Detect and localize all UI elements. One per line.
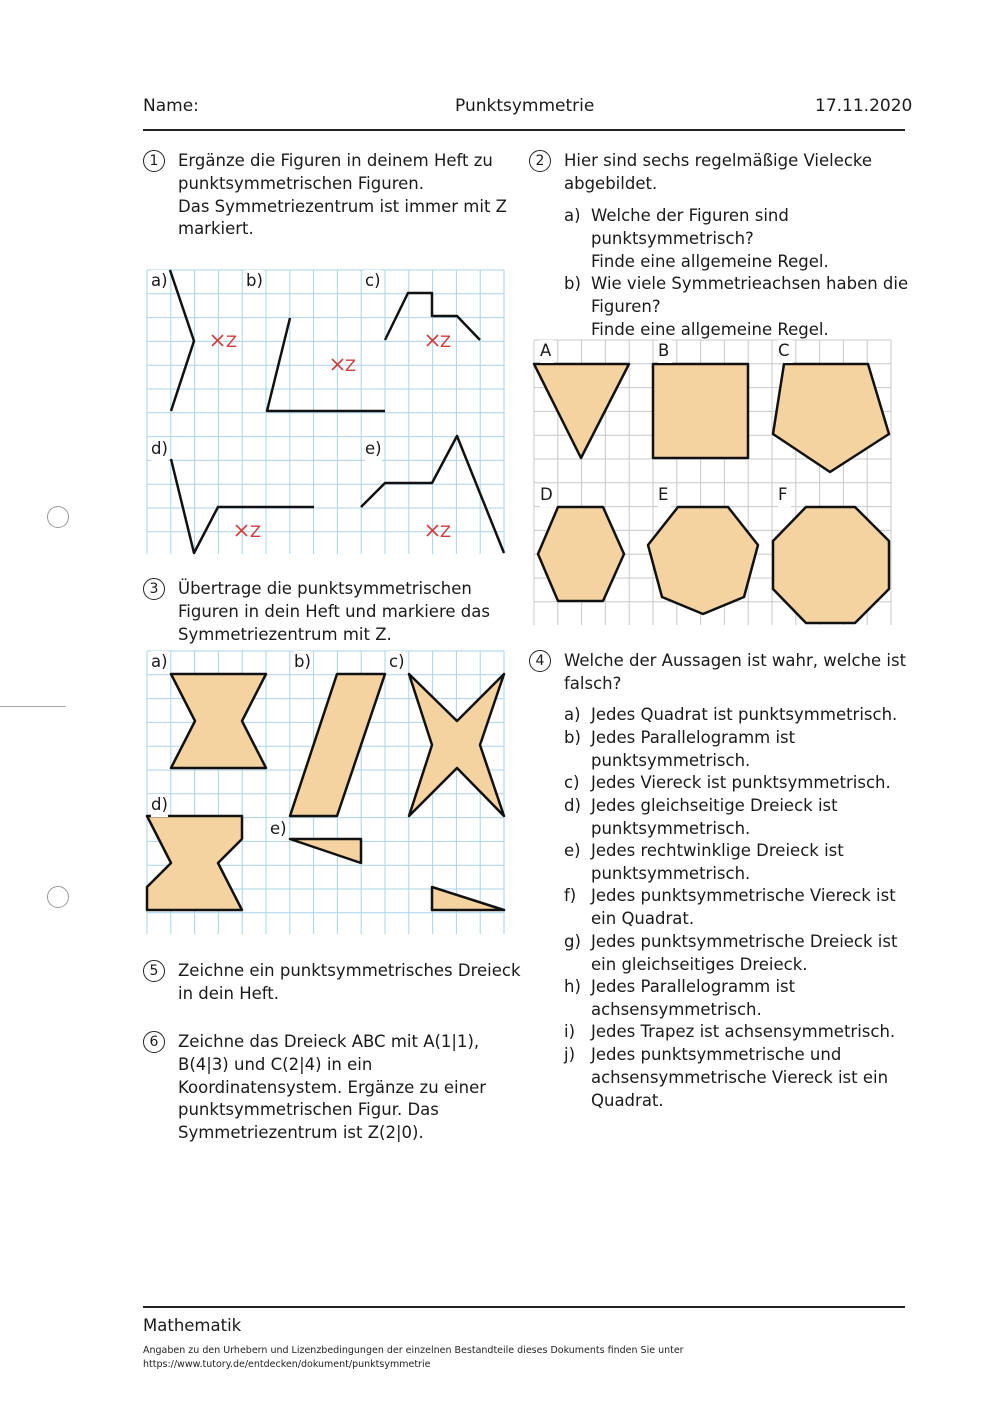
task-5-text: Zeichne ein punktsymmetrisches Dreieck in dein Heft. (178, 961, 521, 1003)
z-label: Z (226, 332, 237, 351)
footer-rule (143, 1306, 905, 1308)
figure-label-1d: d) (151, 438, 168, 461)
statement-label: b) (564, 728, 581, 747)
figure-3a (171, 674, 266, 768)
task-number-1: 1 (143, 150, 165, 172)
task-4-text: Welche der Aussagen ist wahr, welche ist falsch? (564, 651, 907, 693)
statement-text: Jedes Quadrat ist punktsymmetrisch. (591, 705, 898, 724)
page-title: Punktsymmetrie (455, 96, 595, 116)
name-label: Name: (143, 96, 199, 116)
statement-label: g) (564, 932, 581, 951)
figure-label-3a: a) (151, 651, 168, 674)
figure-label-1a: a) (151, 270, 168, 293)
statement-text: Jedes gleichseitige Dreieck ist punktsymmetrisch. (591, 796, 838, 838)
figure-3e-left (290, 839, 361, 863)
task-2a-text: Welche der Figuren sind punktsymmetrisch? Finde eine allgemeine Regel. (591, 206, 829, 271)
task-2b-text: Wie viele Symmetrieachsen haben die Figuren? Finde eine allgemeine Regel. (591, 274, 909, 339)
task-number-6: 6 (143, 1031, 165, 1053)
footer-license-text: Angaben zu den Urhebern und Lizenzbedingungen der einzelnen Bestandteile dieses Dokuments finden Sie unter (143, 1345, 684, 1356)
polygon-label-d: D (540, 484, 556, 507)
task-1-text: Ergänze die Figuren in deinem Heft zu punktsymmetrischen Figuren. Das Symmetriezentrum ist immer mit Z markiert. (178, 151, 507, 239)
statement-label: i) (564, 1022, 576, 1041)
footer-subject: Mathematik (143, 1316, 242, 1335)
task-2a-label: a) (564, 206, 581, 225)
task-number-2: 2 (529, 150, 551, 172)
figure-label-1b: b) (246, 270, 263, 293)
task-2-text: Hier sind sechs regelmäßige Vielecke abgebildet. (564, 151, 873, 193)
figure-label-3e: e) (270, 818, 287, 841)
task-number-3: 3 (143, 578, 165, 600)
statement-text: Jedes punktsymmetrische Viereck ist ein Quadrat. (591, 886, 896, 928)
statement-label: j) (564, 1045, 576, 1064)
statement-text: Jedes rechtwinklige Dreieck ist punktsymmetrisch. (591, 841, 844, 883)
statement-text: Jedes Trapez ist achsensymmetrisch. (591, 1022, 896, 1041)
statement-label: f) (564, 886, 577, 905)
figure-label-3c: c) (389, 651, 405, 674)
polygon-label-b: B (658, 340, 672, 363)
polygon-label-e: E (658, 484, 671, 507)
footer-license-url[interactable]: https://www.tutory.de/entdecken/dokument/punktsymmetrie (143, 1359, 431, 1370)
statement-text: Jedes punktsymmetrische Dreieck ist ein gleichseitiges Dreieck. (591, 932, 898, 974)
task-number-4: 4 (529, 650, 551, 672)
task-6-text: Zeichne das Dreieck ABC mit A(1|1), B(4|3) und C(2|4) in ein Koordinatensystem. Ergänze zu einer punktsymmetrischen Figur. Das Symmetriezentrum ist Z(2|0). (178, 1032, 487, 1143)
statement-label: e) (564, 841, 581, 860)
polygon-label-a: A (540, 340, 554, 363)
figure-label-3d: d) (151, 794, 168, 817)
figure-3d (147, 816, 242, 910)
statement-label: h) (564, 977, 581, 996)
figure-label-1c: c) (365, 270, 381, 293)
task-number-5: 5 (143, 960, 165, 982)
statement-text: Jedes punktsymmetrische und achsensymmetrische Viereck ist ein Quadrat. (591, 1045, 889, 1110)
figure-label-3b: b) (294, 651, 311, 674)
date: 17.11.2020 (815, 96, 913, 116)
z-label: Z (250, 522, 261, 541)
statement-text: Jedes Parallelogramm ist achsensymmetrisch. (591, 977, 796, 1019)
statement-text: Jedes Viereck ist punktsymmetrisch. (591, 773, 891, 792)
z-label: Z (440, 522, 451, 541)
statement-label: d) (564, 796, 581, 815)
z-label: Z (440, 332, 451, 351)
task-3-text: Übertrage die punktsymmetrischen Figuren in dein Heft und markiere das Symmetriezentrum mit Z. (178, 579, 490, 644)
statement-label: c) (564, 773, 580, 792)
figure-3b (290, 674, 385, 816)
z-label: Z (345, 356, 356, 375)
polygon-label-c: C (778, 340, 793, 363)
statement-label: a) (564, 705, 581, 724)
figure-3e-right (432, 887, 504, 910)
task-2b-label: b) (564, 274, 581, 293)
figure-label-1e: e) (365, 438, 382, 461)
polygon-label-f: F (778, 484, 791, 507)
statement-text: Jedes Parallelogramm ist punktsymmetrisch. (591, 728, 796, 770)
